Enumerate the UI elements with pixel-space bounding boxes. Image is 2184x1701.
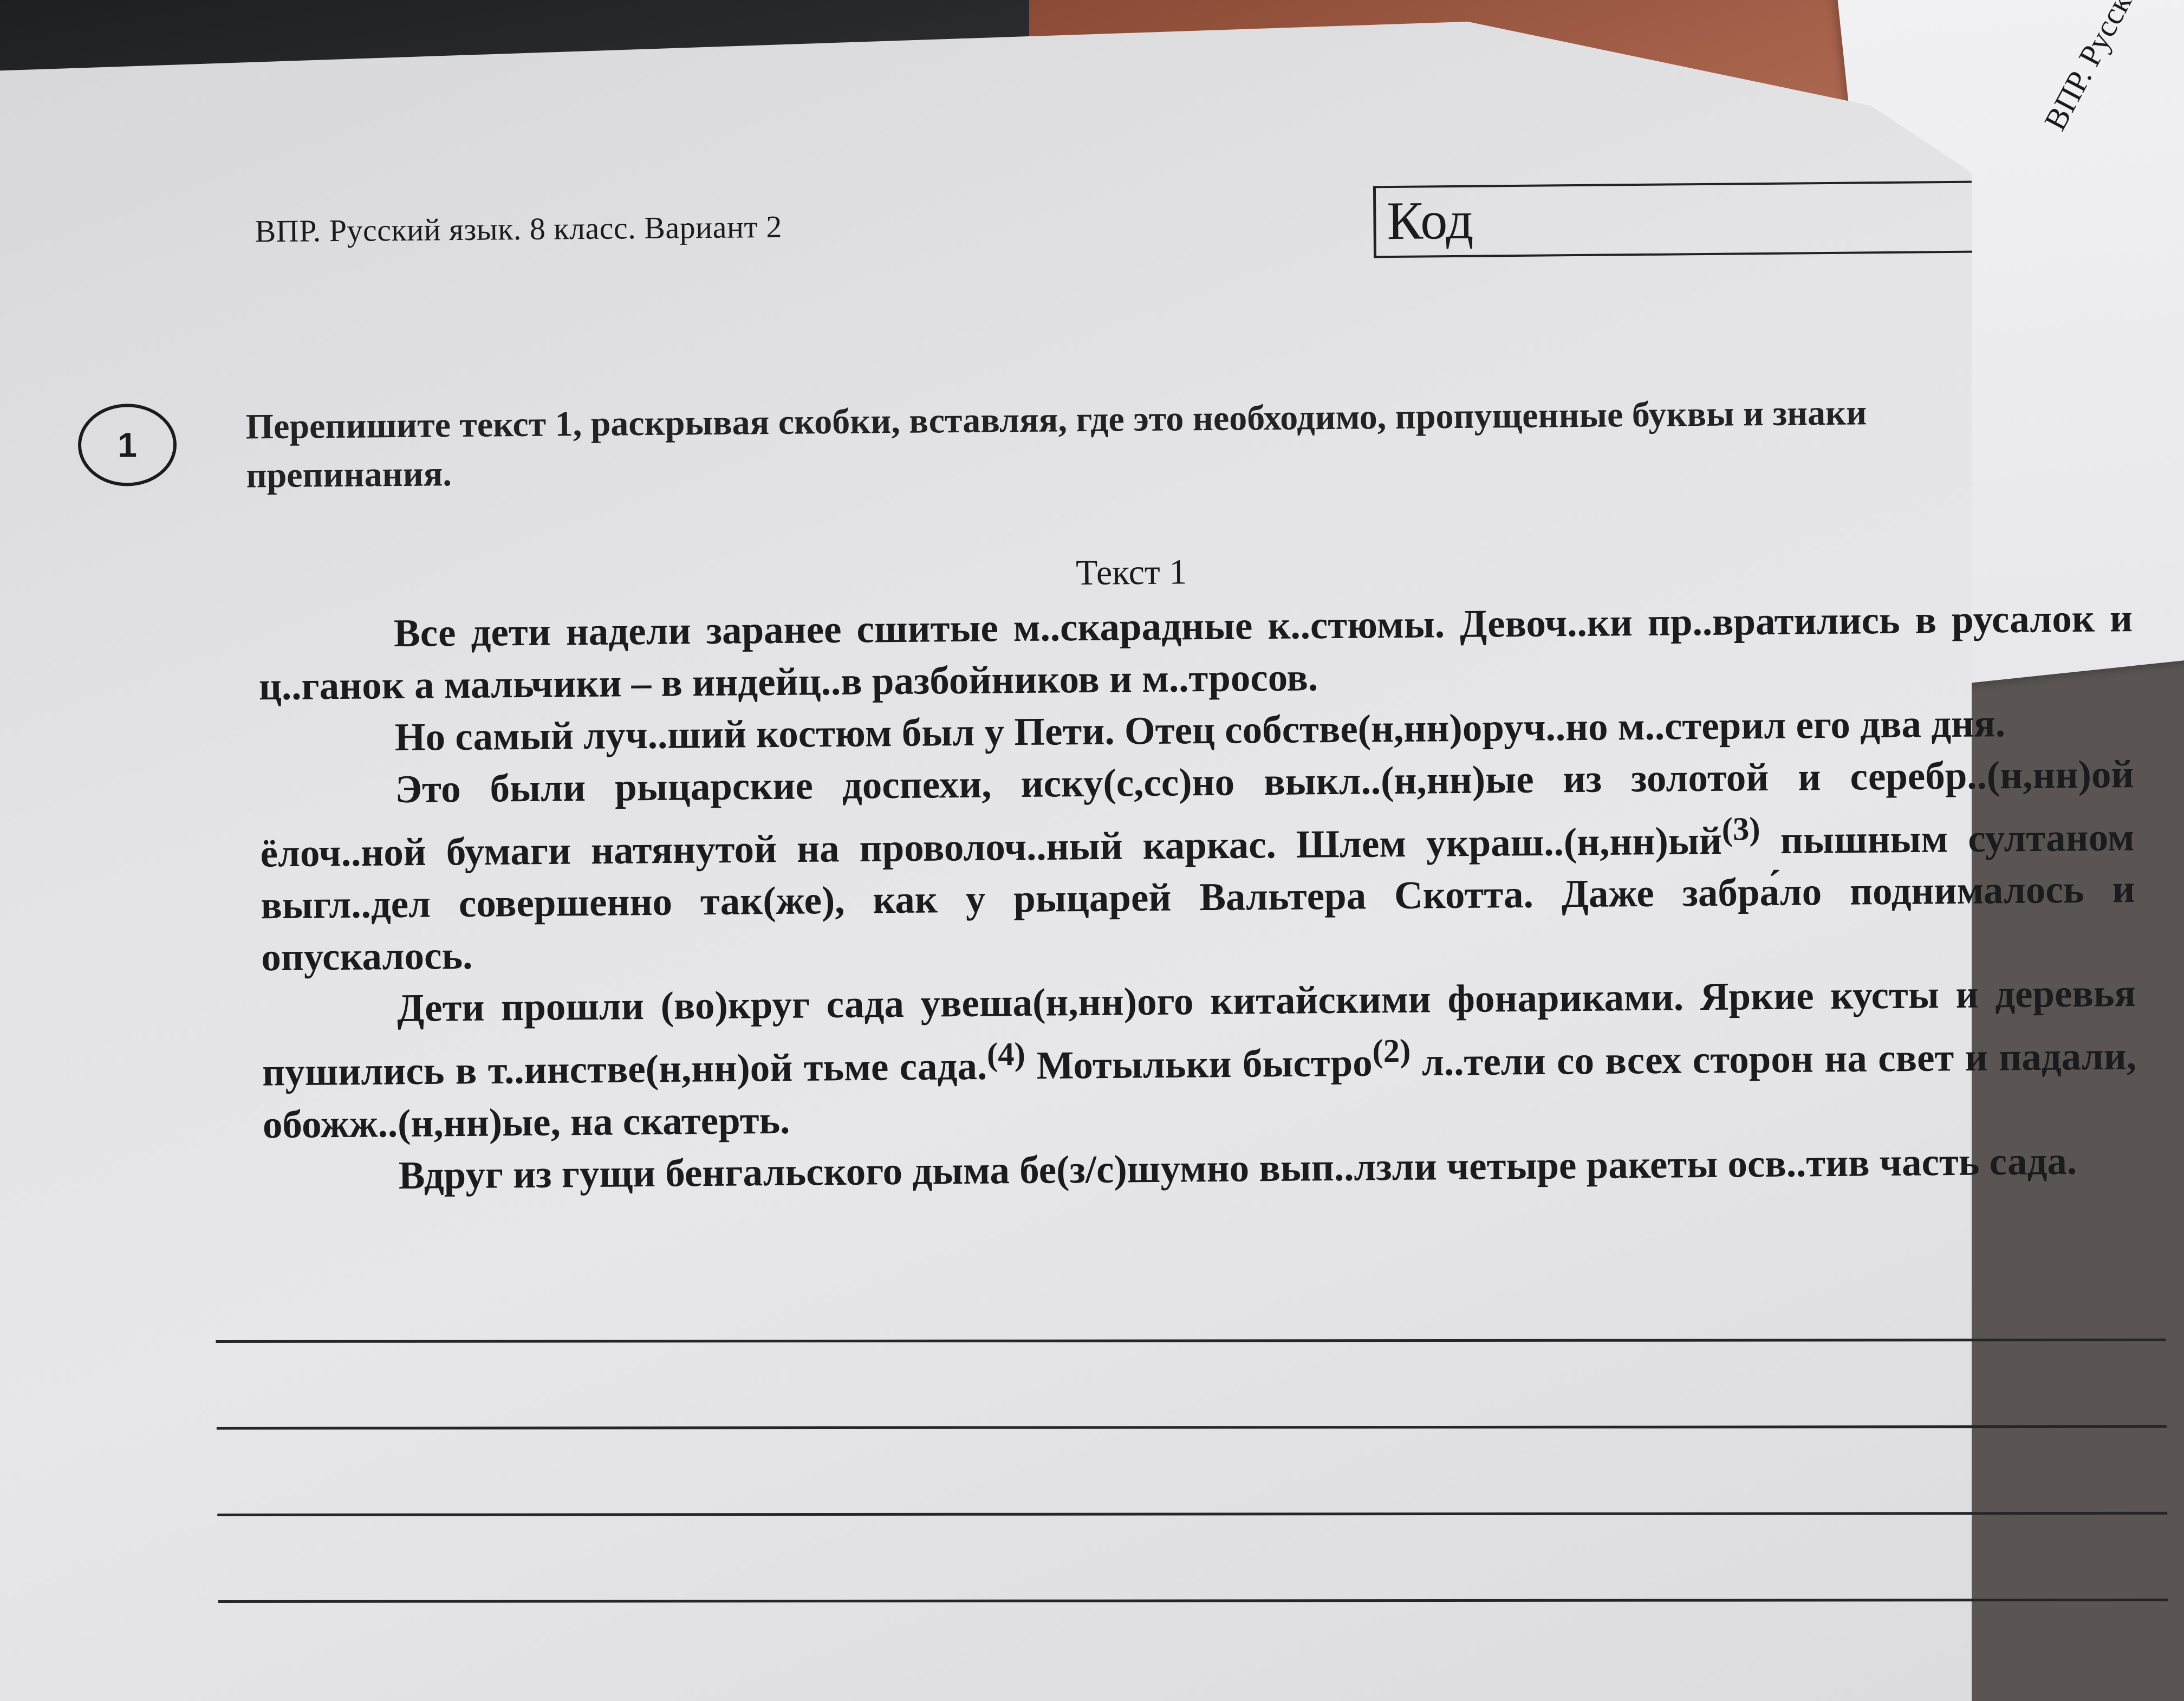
text-title: Текст 1 (1075, 552, 1187, 593)
task-instruction: Перепишите текст 1, раскрывая скобки, вставляя, где это необходимо, пропущенные буквы и знаки препинания. (245, 393, 1867, 496)
text-passage (258, 592, 2137, 1203)
answer-line-1[interactable] (216, 1339, 2166, 1343)
paragraph-2: Но самый луч..ший костюм был у Пети. Отец собстве(н,нн)оруч..но м..стерил его два дня. (394, 701, 2006, 759)
paragraph-3 (259, 748, 2135, 984)
answer-line-4[interactable] (218, 1599, 2168, 1603)
answer-line-2[interactable] (217, 1425, 2167, 1430)
paragraph-5: Вдруг из гущи бенгальского дыма бе(з/с)шумно вып..лзли четыре ракеты осв..тив часть сада. (398, 1138, 2077, 1197)
paragraph-4-part-3: л..тели со всех сторон на свет и падали, обожж..(н,нн)ые, на скатерть. (262, 1034, 2137, 1146)
page-title: ВПР. Русский язык. 8 класс. Вариант 2 (255, 209, 783, 249)
paragraph-3-part-2: пышным султаном выгл..дел совершенно так(же), как у рыцарей Вальтера Скотта. Даже забра́ло поднималось и опускалось. (261, 815, 2135, 979)
code-field[interactable] (1373, 181, 1972, 258)
paragraph-3-part-1: Это были рыцарские доспехи, иску(с,сс)но выкл..(н,нн)ые из золотой и серебр..(н,нн)ой ёлоч..ной бумаги натянутой на проволоч..ный каркас. Шлем украш..(н,нн)ый (260, 752, 2134, 875)
code-label: Код (1387, 190, 1474, 251)
paragraph-1: Все дети надели заранее сшитые м..скарадные к..стюмы. Девоч..ки пр..вратились в русалок и ц..ганок а мальчики – в индейц..в разбойников и м..тросов. (258, 596, 2133, 709)
paragraph-4-part-1: Дети прошли (во)круг сада увеша(н,нн)ого китайскими фонариками. Яркие кусты и деревья пушились в т..инстве(н,нн)ой тьме сада. (262, 971, 2136, 1094)
footnote-2: (2) (1372, 1033, 1411, 1070)
answer-line-3[interactable] (217, 1512, 2167, 1516)
paragraph-4 (262, 967, 2137, 1151)
footnote-3: (3) (1721, 811, 1760, 848)
paragraph-4-part-2: Мотыльки быстро (1036, 1041, 1373, 1088)
footnote-4: (4) (986, 1036, 1026, 1073)
task-number-badge: 1 (77, 404, 177, 487)
